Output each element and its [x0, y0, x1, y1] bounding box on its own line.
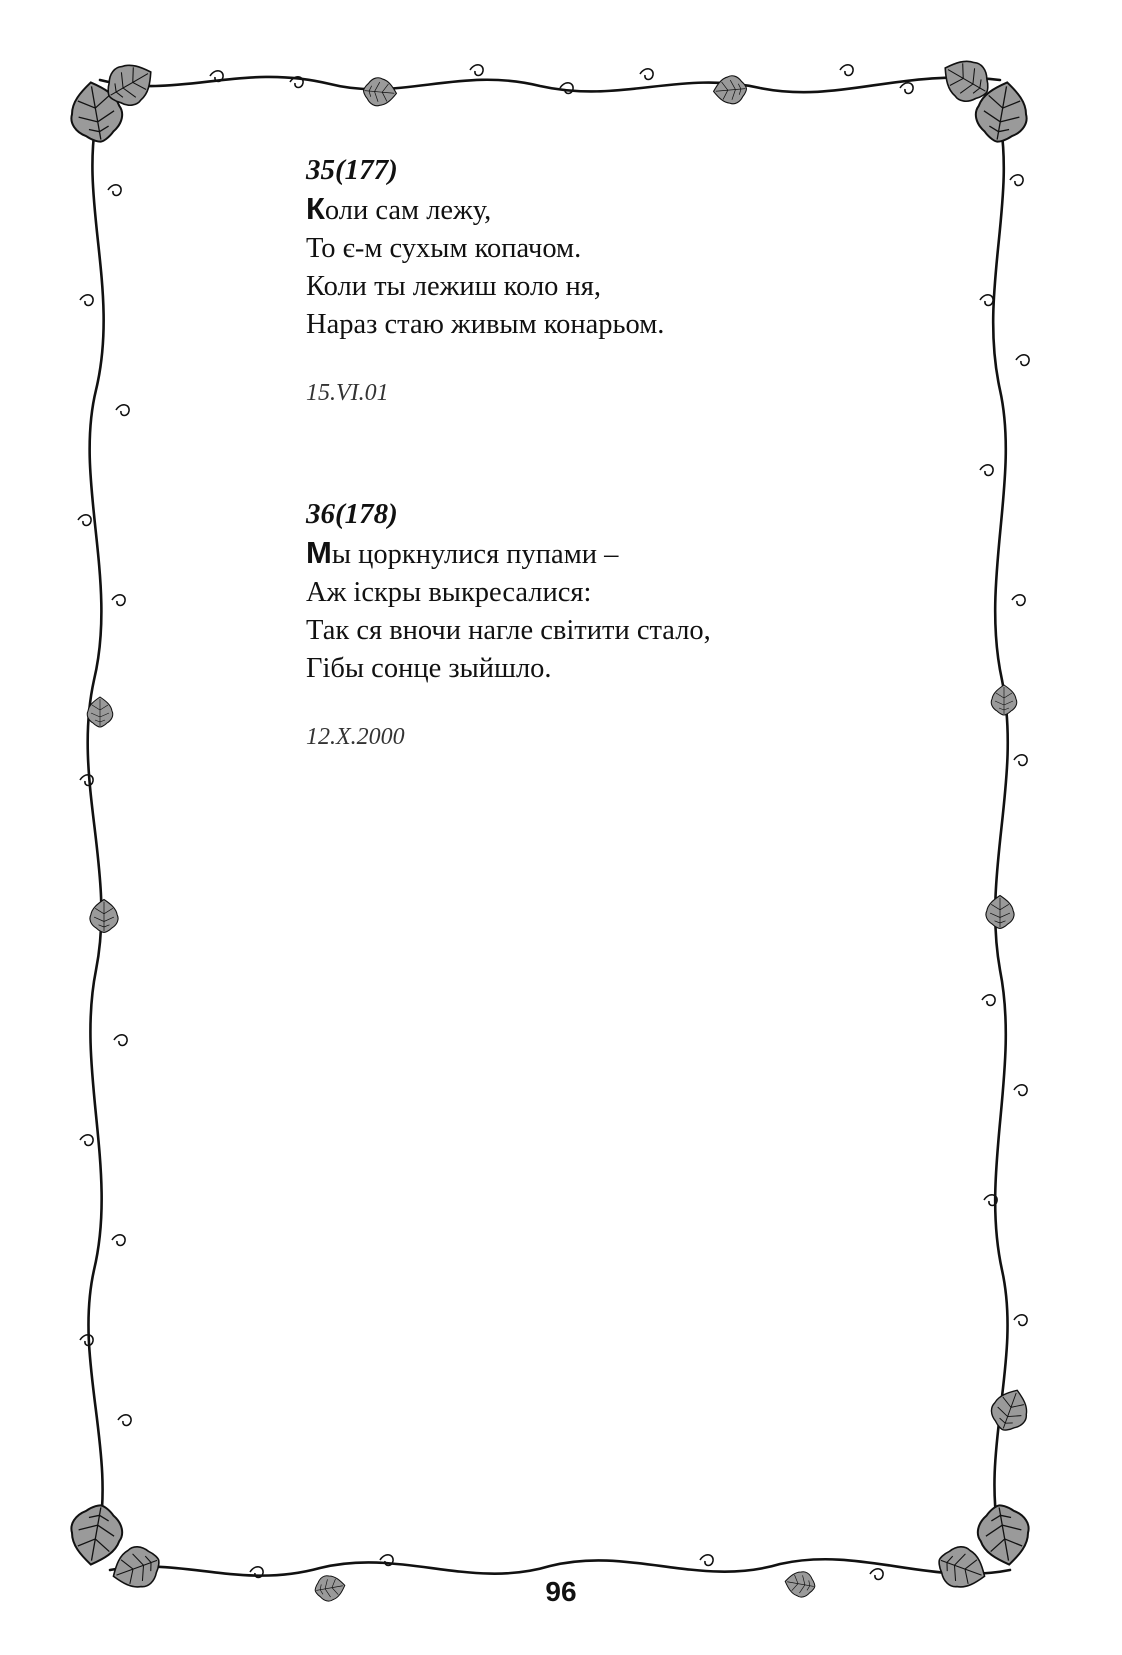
drop-initial: К — [306, 191, 325, 226]
vine-top — [100, 77, 1000, 92]
poem-line: Аж іскры выкресалися: — [306, 577, 592, 608]
poem-35 — [306, 152, 1026, 408]
poem-date: 15.VI.01 — [306, 380, 389, 406]
poem-line: Гібы сонце зыйшло. — [306, 653, 552, 684]
poem-line: Коли ты лежиш коло ня, — [306, 271, 602, 302]
vine-bottom — [110, 1559, 1010, 1575]
poem-36 — [306, 496, 1026, 752]
poem-number: 35(177) — [306, 154, 398, 186]
poem-line-text: ы цоркнулися пупами – — [331, 539, 619, 570]
poem-line: То є-м сухым копачом. — [306, 233, 582, 264]
poem-line: Нараз стаю живым конарьом. — [306, 309, 665, 340]
poem-date: 12.X.2000 — [306, 724, 405, 750]
poem-line — [306, 534, 1026, 574]
drop-initial: М — [306, 535, 332, 570]
page-number: 96 — [545, 1576, 577, 1607]
poem-number: 36(178) — [306, 498, 398, 530]
poem-line — [306, 190, 1026, 230]
poem-line: Так ся вночи нагле світити стало, — [306, 615, 711, 646]
poem-line-text: оли сам лежу, — [324, 195, 492, 226]
vine-left — [88, 110, 104, 1540]
